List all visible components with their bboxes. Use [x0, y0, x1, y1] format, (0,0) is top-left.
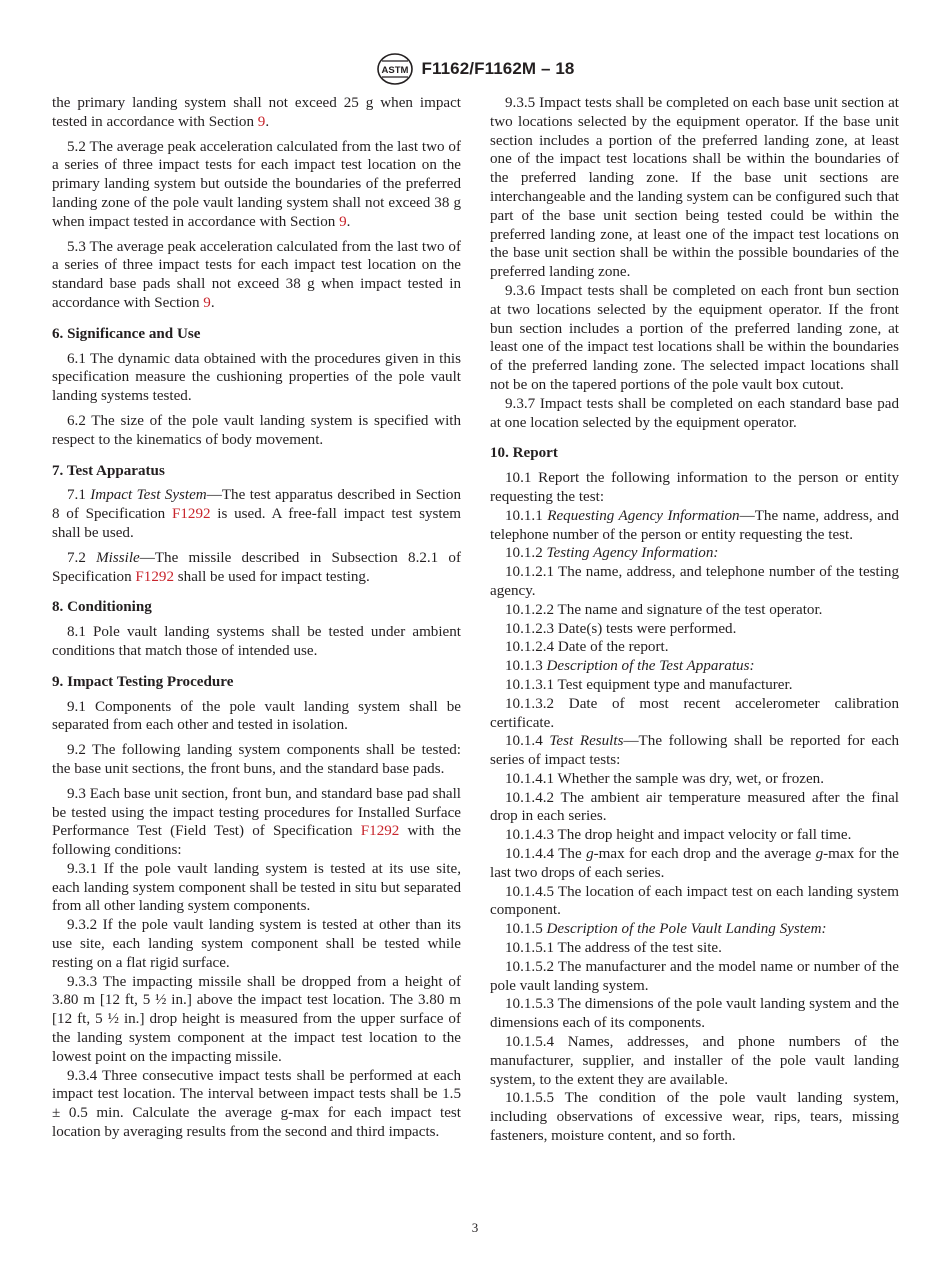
para-9-3-6: 9.3.6 Impact tests shall be completed on each front bun section at two locations selected by the equipment operator. If the front bun section includes a portion of the preferred landing zone, at least one of the impact test locations shall be within the boundaries of the preferred landing zone. The selected impact locations shall not be on the tapered portions of the pole vault box cutout.: [490, 282, 899, 393]
para-10-1-3-1: 10.1.3.1 Test equipment type and manufacturer.: [505, 676, 793, 693]
document-designation: F1162/F1162M – 18: [421, 59, 575, 78]
para-10-1-5-1: 10.1.5.1 The address of the test site.: [505, 940, 722, 957]
page-header: [0, 52, 950, 86]
para-9-3-2: 9.3.2 If the pole vault landing system is tested at other than its use site, each landing system component shall be tested while resting on a flat rigid surface.: [52, 917, 461, 971]
para-9-1: 9.1 Components of the pole vault landing system shall be separated from each other and tested in isolation.: [52, 698, 461, 734]
heading-section-10: 10. Report: [490, 445, 558, 462]
para-9-3-5: 9.3.5 Impact tests shall be completed on each base unit section at two locations selected by the equipment operator. If the base unit section includes a portion of the preferred landing zone, at least one of the impact test locations shall be within the boundaries of the preferred landing zone. If the base unit sections are interchangeable and the landing system can be configured such that part of the base unit section being tested could be within the preferred landing zone, at least one of the impact test locations on the base unit section shall be within the possible boundaries of the preferred landing zone.: [490, 95, 899, 281]
para-10-1-5: 10.1.5 Description of the Pole Vault Landing System:: [505, 921, 827, 938]
para-10-1-4-3: 10.1.4.3 The drop height and impact velocity or fall time.: [505, 827, 852, 844]
para-9-3-1: 9.3.1 If the pole vault landing system is tested at its use site, each landing system component shall be tested in situ but separated from all other landing system components.: [52, 860, 461, 915]
para-10-1-5-4: 10.1.5.4 Names, addresses, and phone numbers of the manufacturer, supplier, and installer of the pole vault landing system, to the extent they are available.: [490, 1034, 899, 1088]
para-10-1-2: 10.1.2 Testing Agency Information:: [505, 545, 719, 562]
logo-text: ASTM: [381, 65, 408, 76]
para-6-1: 6.1 The dynamic data obtained with the procedures given in this specification measure the cushioning properties of the pole vault landing systems tested.: [52, 350, 461, 405]
para-10-1-3: 10.1.3 Description of the Test Apparatus:: [505, 658, 755, 675]
para-10-1-5-5: 10.1.5.5 The condition of the pole vault landing system, including observations of excessive wear, rips, tears, missing fasteners, moisture content, and so forth.: [490, 1090, 899, 1145]
para-9-3-4: 9.3.4 Three consecutive impact tests shall be performed at each impact test location. The interval between impact tests shall be 1.5 ± 0.5 min. Calculate the average g-max for each impact test location by averaging results from the second and third impacts.: [52, 1067, 461, 1141]
para-5-2: 5.2 The average peak acceleration calculated from the last two of a series of three impact tests for each impact test location on the primary landing system but outside the boundaries of the preferred landing zone of the pole vault landing system shall not exceed 38 g when impact tested in accordance with Section 9.: [52, 138, 461, 230]
heading-section-6: 6. Significance and Use: [52, 325, 201, 342]
section-9-link[interactable]: 9: [203, 294, 211, 311]
section-9-link[interactable]: 9: [339, 213, 347, 230]
para-7-1: 7.1 Impact Test System—The test apparatus described in Section 8 of Specification F1292 is used. A free-fall impact test system shall be used.: [52, 487, 461, 541]
heading-section-8: 8. Conditioning: [52, 599, 152, 616]
para-10-1-4: 10.1.4 Test Results—The following shall be reported for each series of impact tests:: [490, 733, 899, 769]
para-10-1-2-4: 10.1.2.4 Date of the report.: [505, 639, 669, 656]
para-5-1-continued: the primary landing system shall not exceed 25 g when impact tested in accordance with Section 9.: [52, 95, 461, 130]
para-6-2: 6.2 The size of the pole vault landing system is specified with respect to the kinematics of body movement.: [52, 412, 461, 448]
para-10-1-2-1: 10.1.2.1 The name, address, and telephone number of the testing agency.: [490, 564, 899, 599]
para-10-1-4-2: 10.1.4.2 The ambient air temperature measured after the final drop in each series.: [490, 789, 899, 825]
section-9-link[interactable]: 9: [257, 113, 266, 130]
astm-logo-icon: [376, 52, 414, 86]
para-10-1-3-2: 10.1.3.2 Date of most recent accelerometer calibration certificate.: [490, 695, 899, 731]
para-10-1-2-3: 10.1.2.3 Date(s) tests were performed.: [505, 620, 737, 637]
para-10-1-4-5: 10.1.4.5 The location of each impact test on each landing system component.: [490, 883, 899, 919]
f1292-link[interactable]: F1292: [360, 823, 400, 840]
para-10-1-4-1: 10.1.4.1 Whether the sample was dry, wet, or frozen.: [505, 770, 824, 787]
heading-section-9: 9. Impact Testing Procedure: [52, 673, 234, 690]
para-8-1: 8.1 Pole vault landing systems shall be tested under ambient conditions that match those of intended use.: [52, 624, 461, 659]
f1292-link[interactable]: F1292: [135, 568, 174, 585]
para-5-3: 5.3 The average peak acceleration calculated from the last two of a series of three impact tests for each impact test location on the standard base pads shall not exceed 38 g when impact tested in accordance with Section 9.: [52, 238, 461, 311]
left-column: [52, 94, 461, 1142]
para-10-1-1: 10.1.1 Requesting Agency Information—The name, address, and telephone number of the person or entity requesting the test.: [490, 507, 899, 543]
para-9-3: 9.3 Each base unit section, front bun, and standard base pad shall be tested using the impact testing procedures for Installed Surface Performance Test (Field Test) of Specification F1292 with the following conditions:: [52, 785, 461, 859]
para-9-3-3: 9.3.3 The impacting missile shall be dropped from a height of 3.80 m [12 ft, 5 ½ in.] above the impact test location. The 3.80 m [12 ft, 5 ½ in.] drop height is measured from the upper surface of the landing system component at the impact test location to the lowest point on the impacting missile.: [52, 973, 461, 1065]
right-column: [490, 94, 899, 1146]
para-10-1-5-3: 10.1.5.3 The dimensions of the pole vault landing system and the dimensions each of its components.: [490, 996, 899, 1032]
heading-section-7: 7. Test Apparatus: [52, 462, 165, 479]
para-10-1-5-2: 10.1.5.2 The manufacturer and the model name or number of the pole vault landing system.: [490, 958, 899, 994]
page-number: 3: [471, 1220, 479, 1235]
para-9-3-7: 9.3.7 Impact tests shall be completed on each standard base pad at one location selected by the equipment operator.: [490, 395, 899, 431]
para-9-2: 9.2 The following landing system components shall be tested: the base unit sections, the front buns, and the standard base pads.: [52, 742, 461, 777]
para-10-1-4-4: 10.1.4.4 The g-max for each drop and the average g-max for the last two drops of each series.: [490, 846, 899, 881]
f1292-link[interactable]: F1292: [171, 506, 211, 523]
para-10-1: 10.1 Report the following information to the person or entity requesting the test:: [490, 470, 899, 505]
para-10-1-2-2: 10.1.2.2 The name and signature of the test operator.: [505, 601, 823, 618]
para-7-2: 7.2 Missile—The missile described in Subsection 8.2.1 of Specification F1292 shall be used for impact testing.: [52, 549, 462, 585]
